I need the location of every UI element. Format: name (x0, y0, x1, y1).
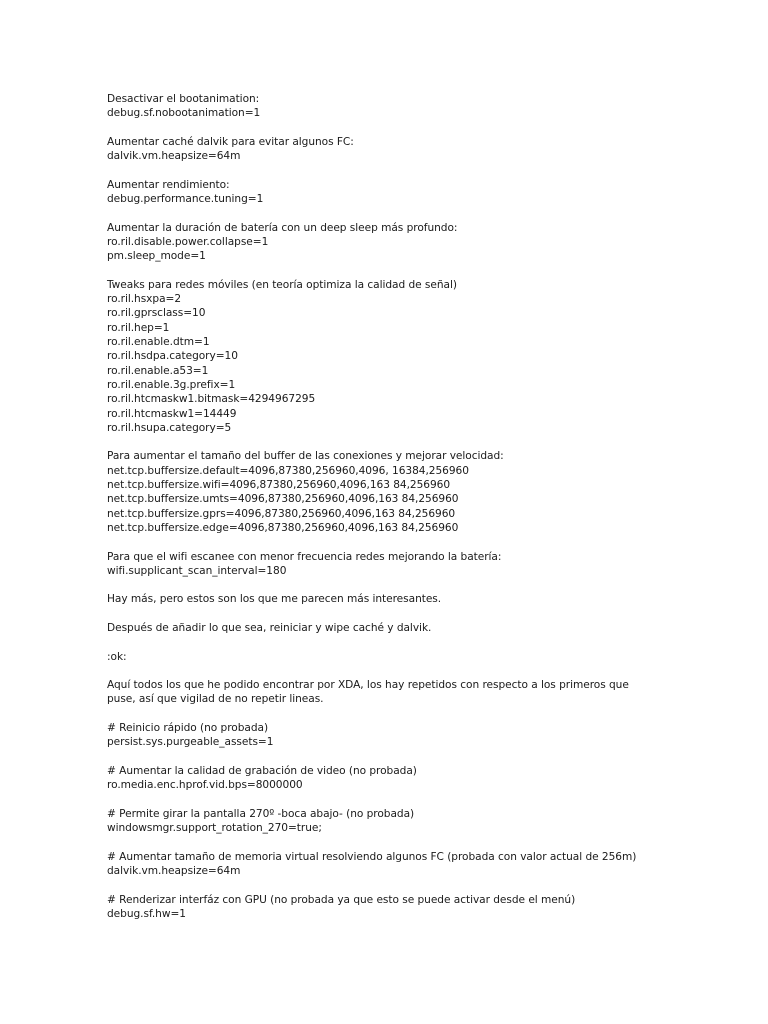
text-line: pm.sleep_mode=1 (107, 250, 206, 263)
text-line: ro.ril.hsupa.category=5 (107, 421, 232, 434)
text-paragraph (107, 807, 707, 836)
text-paragraph (107, 178, 707, 207)
text-line: Aquí todos los que he podido encontrar por XDA, los hay repetidos con respecto a los primeros que (107, 679, 629, 692)
text-line: ro.ril.hsdpa.category=10 (107, 350, 238, 363)
text-line: # Permite girar la pantalla 270º -boca abajo- (no probada) (107, 807, 415, 820)
text-line: ro.ril.enable.3g.prefix=1 (107, 378, 236, 391)
text-line: dalvik.vm.heapsize=64m (107, 150, 241, 163)
text-line: ro.ril.hep=1 (107, 321, 170, 334)
text-line: net.tcp.buffersize.gprs=4096,87380,256960,4096,163 84,256960 (107, 507, 456, 520)
text-paragraph (107, 893, 707, 922)
text-paragraph (107, 278, 707, 435)
text-line: # Reinicio rápido (no probada) (107, 722, 269, 735)
text-line: net.tcp.buffersize.edge=4096,87380,256960,4096,163 84,256960 (107, 521, 459, 534)
text-line: ro.ril.enable.dtm=1 (107, 336, 210, 349)
text-line: ro.ril.htcmaskw1.bitmask=4294967295 (107, 393, 316, 406)
text-line: Hay más, pero estos son los que me parecen más interesantes. (107, 593, 442, 606)
text-line: persist.sys.purgeable_assets=1 (107, 736, 274, 749)
text-line: debug.sf.nobootanimation=1 (107, 107, 261, 120)
text-line: Después de añadir lo que sea, reiniciar y wipe caché y dalvik. (107, 621, 432, 634)
text-paragraph (107, 92, 707, 121)
text-line: Aumentar la duración de batería con un deep sleep más profundo: (107, 221, 458, 234)
text-line: Tweaks para redes móviles (en teoría optimiza la calidad de señal) (107, 278, 457, 291)
text-line: :ok: (107, 650, 127, 663)
document-body (107, 92, 707, 936)
text-line: ro.ril.htcmaskw1=14449 (107, 407, 237, 420)
text-line: ro.ril.disable.power.collapse=1 (107, 235, 269, 248)
text-paragraph (107, 650, 707, 664)
text-line: debug.sf.hw=1 (107, 907, 186, 920)
text-paragraph (107, 221, 707, 264)
text-paragraph (107, 678, 707, 707)
text-paragraph (107, 135, 707, 164)
text-paragraph (107, 721, 707, 750)
text-paragraph (107, 449, 707, 535)
text-paragraph (107, 550, 707, 579)
text-line: Aumentar caché dalvik para evitar algunos FC: (107, 135, 354, 148)
text-line: wifi.supplicant_scan_interval=180 (107, 564, 287, 577)
text-line: net.tcp.buffersize.default=4096,87380,256960,4096, 16384,256960 (107, 464, 469, 477)
text-line: debug.performance.tuning=1 (107, 193, 264, 206)
text-line: # Renderizar interfáz con GPU (no probada ya que esto se puede activar desde el menú) (107, 893, 576, 906)
text-paragraph (107, 592, 707, 606)
text-line: # Aumentar la calidad de grabación de video (no probada) (107, 764, 417, 777)
text-line: ro.ril.gprsclass=10 (107, 307, 206, 320)
text-line: ro.ril.hsxpa=2 (107, 293, 182, 306)
text-line: net.tcp.buffersize.umts=4096,87380,256960,4096,163 84,256960 (107, 493, 459, 506)
text-line: Para que el wifi escanee con menor frecuencia redes mejorando la batería: (107, 550, 502, 563)
text-line: windowsmgr.support_rotation_270=true; (107, 822, 322, 835)
text-line: # Aumentar tamaño de memoria virtual resolviendo algunos FC (probada con valor actual de 256m) (107, 850, 637, 863)
text-paragraph (107, 764, 707, 793)
text-line: Aumentar rendimiento: (107, 178, 230, 191)
text-line: puse, así que vigilad de no repetir lineas. (107, 693, 324, 706)
text-line: ro.media.enc.hprof.vid.bps=8000000 (107, 779, 303, 792)
text-line: net.tcp.buffersize.wifi=4096,87380,256960,4096,163 84,256960 (107, 479, 451, 492)
text-line: dalvik.vm.heapsize=64m (107, 865, 241, 878)
text-line: Para aumentar el tamaño del buffer de las conexiones y mejorar velocidad: (107, 450, 504, 463)
text-paragraph (107, 621, 707, 635)
text-line: ro.ril.enable.a53=1 (107, 364, 209, 377)
text-paragraph (107, 850, 707, 879)
text-line: Desactivar el bootanimation: (107, 93, 260, 105)
